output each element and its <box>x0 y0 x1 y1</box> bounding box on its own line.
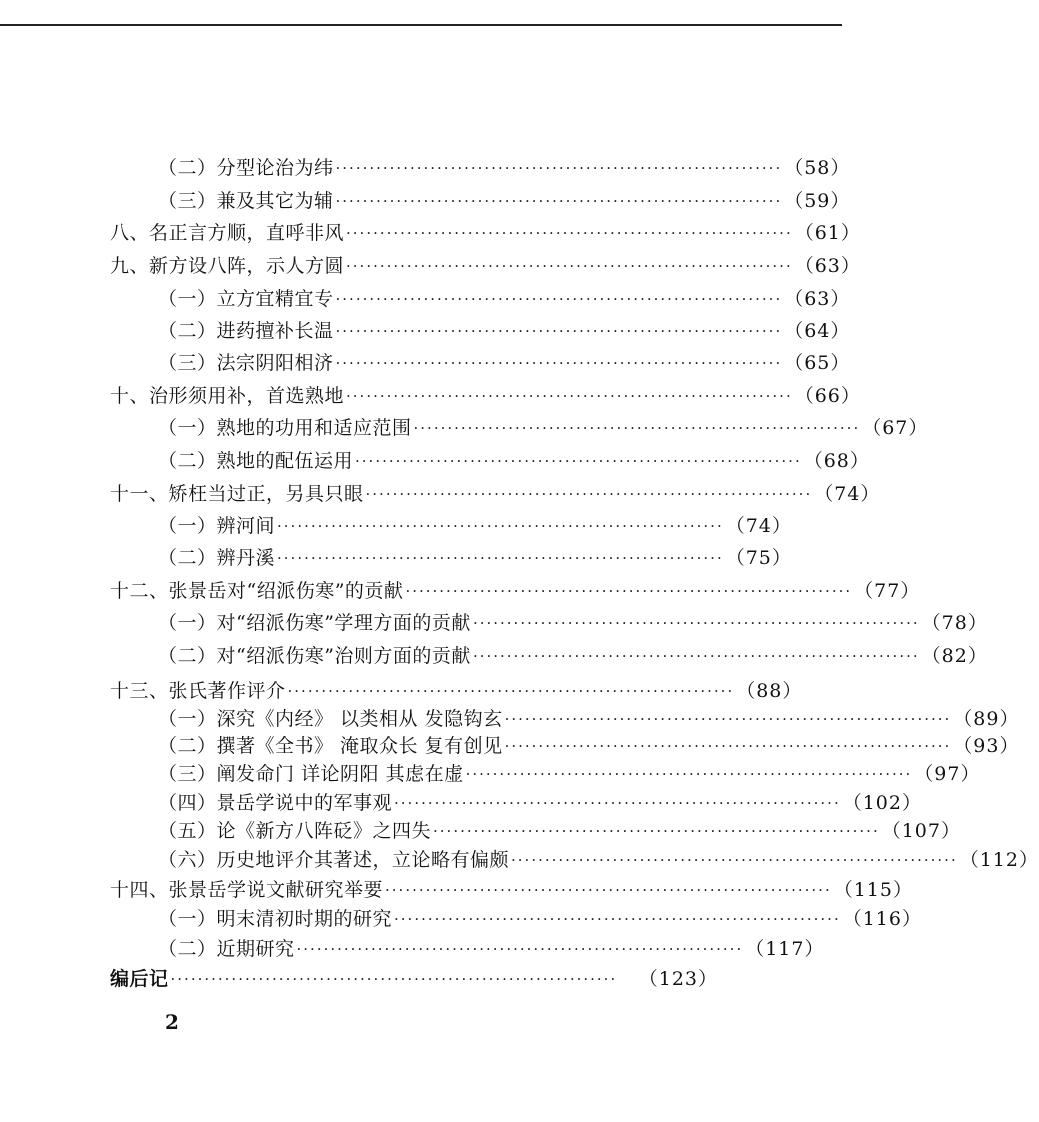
toc-entry-label: （二）近期研究 <box>158 937 295 960</box>
toc-entry-label: （二）分型论治为纬 <box>158 156 334 179</box>
dot-leader: ·································································· <box>472 614 920 632</box>
top-rule <box>0 24 842 26</box>
toc-entry <box>0 509 792 539</box>
dot-leader: ·································································· <box>287 682 735 700</box>
dot-leader: ·································································· <box>355 452 802 470</box>
toc-entry-label: 十三、张氏著作评介 <box>110 679 286 702</box>
toc-entry <box>0 674 803 704</box>
toc-entry-label: （一）辨河间 <box>158 514 276 537</box>
toc-entry-page: （88） <box>736 679 803 702</box>
dot-leader: ·································································· <box>394 794 841 812</box>
toc-entry-page: （74） <box>725 514 792 537</box>
toc-entry <box>0 411 929 441</box>
toc-entry <box>0 346 851 376</box>
toc-entry-page: （93） <box>953 734 1020 757</box>
toc-entry <box>0 184 851 214</box>
toc-entry-page: （74） <box>814 482 881 505</box>
dot-leader: ·································································· <box>346 224 793 242</box>
dot-leader: ·································································· <box>277 517 724 535</box>
toc-entry <box>0 702 1020 732</box>
toc-entry-label: 十四、张景岳学说文献研究举要 <box>110 878 384 901</box>
toc-entry-page: （66） <box>794 384 861 407</box>
toc-entry-label: （一）熟地的功用和适应范围 <box>158 416 412 439</box>
toc-entry-page: （78） <box>921 611 988 634</box>
toc-entry-page: （63） <box>794 254 861 277</box>
toc-entry-label: （五）论《新方八阵砭》之四失 <box>158 819 432 842</box>
toc-entry <box>0 932 825 962</box>
toc-entry-label: 八、名正言方顺，直呼非风 <box>110 221 345 244</box>
dot-leader: ·································································· <box>413 419 861 437</box>
toc-entry-page: （89） <box>953 707 1020 730</box>
toc-entry <box>0 962 718 992</box>
dot-leader: ·································································· <box>335 290 783 308</box>
dot-leader: ·································································· <box>296 940 744 958</box>
toc-entry-label: （二）对“绍派伤寒”治则方面的贡献 <box>158 644 471 667</box>
toc-entry-page: （115） <box>833 878 913 901</box>
toc-entry-page: （59） <box>784 189 851 212</box>
toc-entry-page: （64） <box>784 319 851 342</box>
toc-entry-page: （112） <box>959 848 1039 871</box>
dot-leader: ·································································· <box>346 257 793 275</box>
toc-entry-page: （123） <box>638 967 718 990</box>
toc-entry-page: （107） <box>881 819 961 842</box>
toc-entry-page: （82） <box>921 644 988 667</box>
toc-entry <box>0 639 988 669</box>
dot-leader: ·································································· <box>335 159 783 177</box>
toc-entry-page: （102） <box>842 791 922 814</box>
toc-entry-label: （三）法宗阴阳相济 <box>158 351 334 374</box>
toc-entry <box>0 902 922 932</box>
toc-entry-label: （二）辨丹溪 <box>158 546 276 569</box>
toc-entry-page: （68） <box>803 449 870 472</box>
toc-entry-page: （58） <box>784 156 851 179</box>
toc-entry <box>0 379 861 409</box>
dot-leader: ·································································· <box>335 354 783 372</box>
toc-entry <box>0 314 851 344</box>
toc-entry-page: （116） <box>842 907 922 930</box>
toc-entry <box>0 873 913 903</box>
toc-entry-label: 编后记 <box>110 967 169 990</box>
toc-entry <box>0 541 792 571</box>
toc-entry-page: （117） <box>745 937 825 960</box>
dot-leader: ·································································· <box>472 647 920 665</box>
toc-entry-label: 九、新方设八阵，示人方圆 <box>110 254 345 277</box>
toc-entry-page: （63） <box>784 287 851 310</box>
toc-entry-page: （77） <box>854 579 921 602</box>
toc-entry-label: （二）进药擅补长温 <box>158 319 334 342</box>
dot-leader: ·································································· <box>335 322 783 340</box>
toc-entry-label: 十、治形须用补，首选熟地 <box>110 384 345 407</box>
dot-leader: ·································································· <box>277 549 724 567</box>
dot-leader: ·································································· <box>385 881 832 899</box>
toc-entry-label: （一）深究《内经》 以类相从 发隐钩玄 <box>158 707 503 730</box>
toc-entry-label: （二）熟地的配伍运用 <box>158 449 354 472</box>
toc-entry-page: （67） <box>862 416 929 439</box>
toc-entry-label: 十二、张景岳对“绍派伤寒”的贡献 <box>110 579 404 602</box>
toc-entry-label: （二）撰著《全书》 淹取众长 复有创见 <box>158 734 503 757</box>
toc-entry-label: （三）阐发命门 详论阴阳 其虑在虚 <box>158 762 464 785</box>
toc-entry-label: （六）历史地评介其著述，立论略有偏颇 <box>158 848 510 871</box>
dot-leader: ·································································· <box>504 737 952 755</box>
toc-entry-label: （一）对“绍派伤寒”学理方面的贡献 <box>158 611 471 634</box>
toc-entry-label: （一）立方宜精宜专 <box>158 287 334 310</box>
dot-leader: ·································································· <box>335 192 783 210</box>
dot-leader: ·································································· <box>394 910 841 928</box>
dot-leader: ·································································· <box>405 582 853 600</box>
toc-entry <box>0 477 881 507</box>
toc-entry-label: （四）景岳学说中的军事观 <box>158 791 393 814</box>
toc-entry-page: （75） <box>725 546 792 569</box>
toc-entry-page: （97） <box>914 762 981 785</box>
toc-entry <box>0 574 921 604</box>
toc-entry <box>0 814 961 844</box>
toc-entry <box>0 757 981 787</box>
toc-entry-page: （61） <box>794 221 861 244</box>
toc-entry-label: （三）兼及其它为辅 <box>158 189 334 212</box>
toc-entry <box>0 151 851 181</box>
dot-leader: ·································································· <box>346 387 793 405</box>
toc-entry <box>0 843 1039 873</box>
toc-entry <box>0 249 861 279</box>
dot-leader: ·································································· <box>365 485 813 503</box>
toc-entry <box>0 729 1020 759</box>
toc-entry <box>0 216 861 246</box>
toc-entry <box>0 282 851 312</box>
toc-entry <box>0 786 922 816</box>
dot-leader: ·································································· <box>433 822 880 840</box>
page-number: 2 <box>165 1010 179 1034</box>
dot-leader: ·································································· <box>511 851 958 869</box>
dot-leader: ·································································· <box>170 970 618 988</box>
dot-leader: ·································································· <box>465 765 913 783</box>
toc-entry-label: （一）明末清初时期的研究 <box>158 907 393 930</box>
toc-entry <box>0 606 988 636</box>
dot-leader: ·································································· <box>504 710 952 728</box>
toc-entry-page: （65） <box>784 351 851 374</box>
toc-entry <box>0 444 870 474</box>
toc-entry-label: 十一、矫枉当过正，另具只眼 <box>110 482 364 505</box>
